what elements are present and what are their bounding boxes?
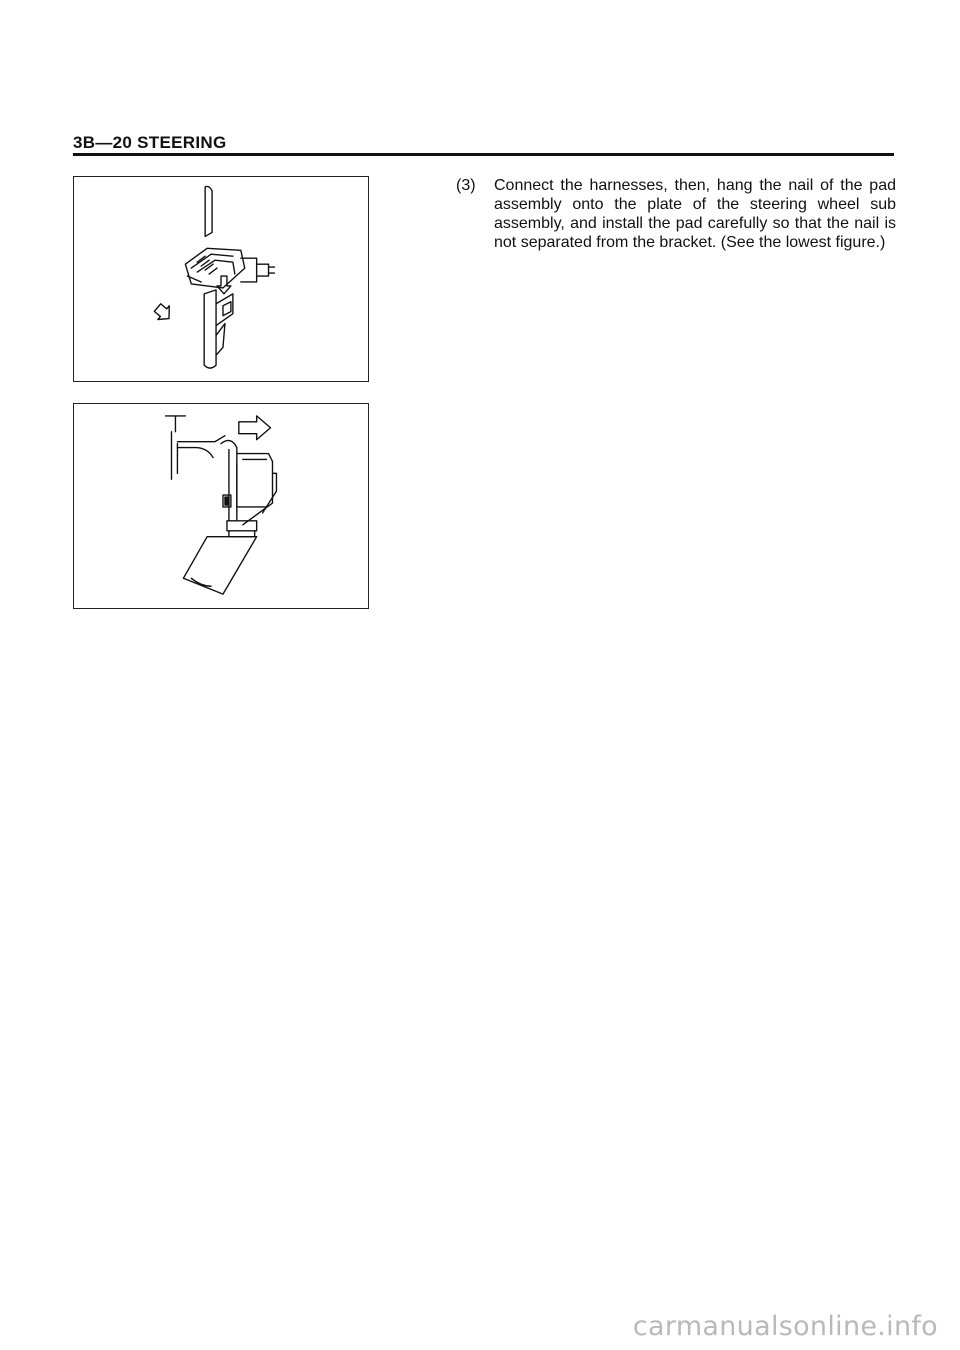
page-title: 3B—20 STEERING: [73, 133, 227, 152]
harness-connection-illustration: [74, 177, 368, 381]
watermark-text: carmanualsonline.info: [632, 1311, 938, 1342]
instruction-step-3: [456, 176, 896, 252]
header-rule: [73, 153, 894, 156]
figure-harness-connection: [73, 176, 369, 382]
step-text: Connect the harnesses, then, hang the nail of the pad assembly onto the plate of the steering wheel sub assembly, and install the pad carefully so that the nail is not separated from the bracket. (See the lowest figure.): [494, 177, 896, 251]
pad-installation-illustration: [74, 404, 368, 608]
figure-pad-installation: [73, 403, 369, 609]
step-number: (3): [456, 177, 476, 194]
